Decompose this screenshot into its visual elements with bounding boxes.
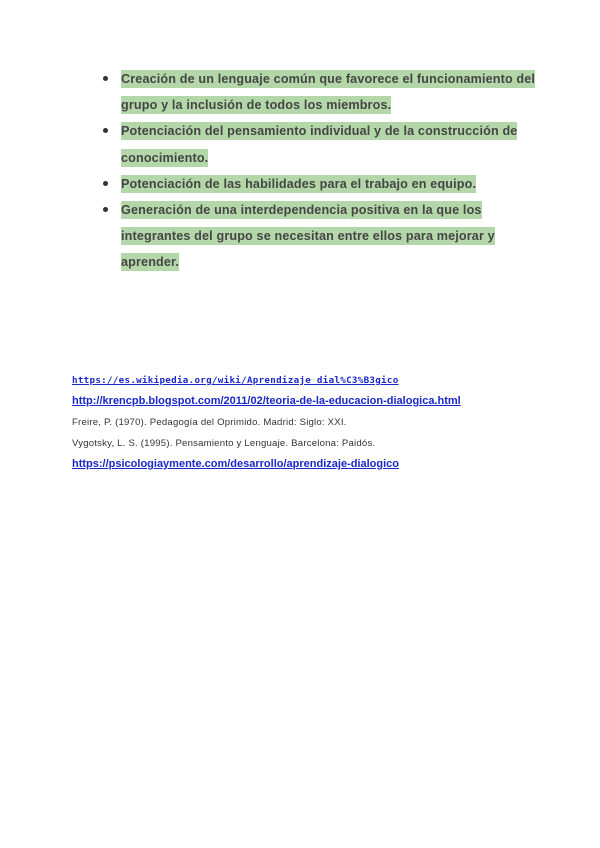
bullet-dot-icon [103, 76, 108, 81]
bullet-text: Potenciación de las habilidades para el trabajo en equipo. [121, 176, 477, 191]
bullet-text: Generación de una interdependencia positiva en la que los integrantes del grupo se necesitan entre ellos para mejorar y aprender. [121, 203, 495, 270]
bullet-item [100, 66, 540, 118]
bullet-item [100, 171, 540, 197]
bullet-dot-icon [103, 207, 108, 212]
reference-freire: Freire, P. (1970). Pedagogía del Oprimido. Madrid: Siglo: XXI. [72, 417, 347, 428]
bullet-dot-icon [103, 181, 108, 186]
bullet-item [100, 197, 540, 276]
references-section [72, 370, 552, 475]
bullet-text: Potenciación del pensamiento individual y de la construcción de conocimiento. [121, 124, 518, 165]
bullet-text: Creación de un lenguaje común que favorece el funcionamiento del grupo y la inclusión de todos los miembros. [121, 72, 536, 113]
bullet-dot-icon [103, 128, 108, 133]
reference-link-psicologia[interactable]: https://psicologiaymente.com/desarrollo/aprendizaje-dialogico [72, 458, 400, 470]
reference-vygotsky: Vygotsky, L. S. (1995). Pensamiento y Lenguaje. Barcelona: Paidós. [72, 438, 376, 449]
bullet-item [100, 118, 540, 170]
reference-link-wikipedia[interactable]: https://es.wikipedia.org/wiki/Aprendizaje_dial%C3%B3gico [72, 375, 399, 386]
reference-link-blog[interactable]: http://krencpb.blogspot.com/2011/02/teoria-de-la-educacion-dialogica.html [72, 395, 461, 407]
bullet-list [100, 66, 540, 276]
